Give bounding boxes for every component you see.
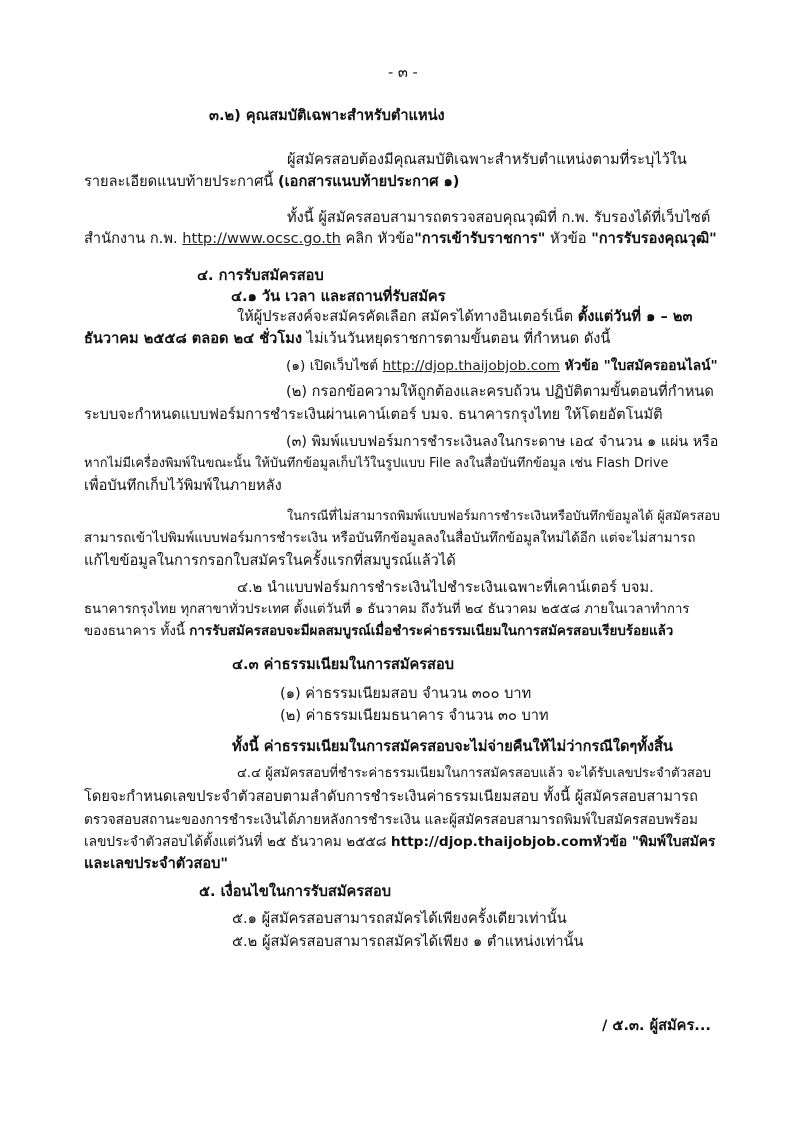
section-3-2-paragraph-line: ทั้งนี้ ผู้สมัครสอบสามารถตรวจสอบคุณวุฒิที่ ก.พ. รับรองได้ที่เว็บไซต์	[287, 209, 711, 226]
text-run: คลิก หัวข้อ	[340, 230, 415, 247]
no-refund-notice: ทั้งนี้ ค่าธรรมเนียมในการสมัครสอบจะไม่จ่ายคืนให้ไม่ว่ากรณีใดๆทั้งสิ้น	[232, 738, 673, 755]
step-3-line: เพื่อบันทึกเก็บไว้พิมพ์ในภายหลัง	[84, 477, 282, 494]
section-3-2-heading: ๓.๒) คุณสมบัติเฉพาะสำหรับตำแหน่ง	[209, 107, 445, 124]
ocsc-link[interactable]: http://www.ocsc.go.th	[182, 230, 341, 247]
section-4-3-heading: ๔.๓ ค่าธรรมเนียมในการสมัครสอบ	[232, 656, 454, 673]
section-3-2-paragraph-line	[84, 229, 717, 249]
text-run: เลขประจำตัวสอบได้ตั้งแต่วันที่ ๒๕ ธันวาคม ๒๕๕๘	[84, 834, 391, 850]
section-3-2-paragraph-line	[84, 172, 459, 192]
section-4-1-heading: ๔.๑ วัน เวลา และสถานที่รับสมัคร	[231, 288, 446, 305]
condition-item: ๕.๒ ผู้สมัครสอบสามารถสมัครได้เพียง ๑ ตำแหน่งเท่านั้น	[232, 933, 584, 950]
topic-label: "การเข้ารับราชการ"	[414, 230, 546, 247]
section-4-2-line: ๔.๒ นำแบบฟอร์มการชำระเงินไปชำระเงินเฉพาะที่เคาน์เตอร์ บจม.	[237, 579, 654, 596]
text-run: สำนักงาน ก.พ.	[84, 230, 183, 247]
step-3-line: หากไม่มีเครื่องพิมพ์ในขณะนั้น ให้บันทึกข้อมูลเก็บไว้ในรูปแบบ File ลงในสื่อบันทึกข้อมูล เช่น Flash Drive	[84, 456, 669, 471]
text-run: ให้ผู้ประสงค์จะสมัครคัดเลือก สมัครได้ทางอินเตอร์เน็ต	[237, 308, 578, 325]
text-run: (๑) เปิดเว็บไซต์	[286, 358, 383, 374]
section-4-4-line: และเลขประจำตัวสอบ"	[84, 855, 228, 872]
fee-item: (๑) ค่าธรรมเนียมสอบ จำนวน ๓๐๐ บาท	[280, 685, 532, 702]
topic-label: "การรับรองคุณวุฒิ"	[591, 230, 717, 247]
section-4-4-line: ๔.๔ ผู้สมัครสอบที่ชำระค่าธรรมเนียมในการสมัครสอบแล้ว จะได้รับเลขประจำตัวสอบ	[237, 766, 712, 781]
completion-note: การรับสมัครสอบจะมีผลสมบูรณ์เมื่อชำระค่าธรรมเนียมในการสมัครสอบเรียบร้อยแล้ว	[189, 624, 674, 639]
section-4-1-paragraph-line	[84, 329, 610, 349]
text-run: รายละเอียดแนบท้ายประกาศนี้	[84, 173, 279, 190]
section-4-4-line: ตรวจสอบสถานะของการชำระเงินได้ภายหลังการชำระเงิน และผู้สมัครสอบสามารถพิมพ์ใบสมัครสอบพร้อม	[84, 812, 698, 828]
condition-item: ๕.๑ ผู้สมัครสอบสามารถสมัครได้เพียงครั้งเดียวเท่านั้น	[232, 910, 567, 927]
step-1-line	[286, 356, 718, 376]
text-run: หัวข้อ	[545, 230, 592, 247]
attachment-reference: (เอกสารแนบท้ายประกาศ ๑)	[278, 173, 460, 190]
section-3-2-paragraph-line: ผู้สมัครสอบต้องมีคุณสมบัติเฉพาะสำหรับตำแหน่งตามที่ระบุไว้ใน	[287, 151, 687, 168]
section-4-4-line: โดยจะกำหนดเลขประจำตัวสอบตามลำดับการชำระเงินค่าธรรมเนียมสอบ ทั้งนี้ ผู้สมัครสอบสามารถ	[84, 788, 698, 805]
page-number: - ๓ -	[388, 64, 418, 81]
step-2-line: ระบบจะกำหนดแบบฟอร์มการชำระเงินผ่านเคาน์เตอร์ บมจ. ธนาคารกรุงไทย ให้โดยอัตโนมัติ	[84, 406, 663, 423]
step-3-line: (๓) พิมพ์แบบฟอร์มการชำระเงินลงในกระดาษ เอ๔ จำนวน ๑ แผ่น หรือ	[286, 434, 719, 450]
fee-item: (๒) ค่าธรรมเนียมธนาคาร จำนวน ๓๐ บาท	[280, 707, 549, 724]
section-4-heading: ๔. การรับสมัครสอบ	[197, 267, 324, 284]
note-line: สามารถเข้าไปพิมพ์แบบฟอร์มการชำระเงิน หรือบันทึกข้อมูลลงในสื่อบันทึกข้อมูลใหม่ได้อีก แต่จะไม่สามารถ	[84, 531, 696, 546]
text-run: ไม่เว้นวันหยุดราชการตามขั้นตอน ที่กำหนด ดังนี้	[301, 330, 611, 347]
section-4-4-line	[84, 832, 715, 852]
step-2-line: (๒) กรอกข้อความให้ถูกต้องและครบถ้วน ปฏิบัติตามขั้นตอนที่กำหนด	[286, 383, 714, 400]
note-line: แก้ไขข้อมูลในการกรอกใบสมัครในครั้งแรกที่สมบูรณ์แล้วได้	[84, 552, 456, 569]
section-4-1-paragraph-line	[237, 307, 692, 327]
section-5-heading: ๕. เงื่อนไขในการรับสมัครสอบ	[199, 883, 391, 900]
djop-print-link[interactable]: http://djop.thaijobjob.comหัวข้อ "พิมพ์ใบสมัคร	[390, 834, 716, 850]
date-range: ตั้งแต่วันที่ ๑ – ๒๓	[577, 308, 693, 325]
topic-label: หัวข้อ "ใบสมัครออนไลน์"	[559, 358, 718, 374]
continuation-marker: / ๕.๓. ผู้สมัคร...	[602, 1017, 711, 1034]
note-line: ในกรณีที่ไม่สามารถพิมพ์แบบฟอร์มการชำระเงินหรือบันทึกข้อมูลได้ ผู้สมัครสอบ	[287, 509, 721, 524]
djop-link[interactable]: http://djop.thaijobjob.com	[382, 358, 560, 374]
section-4-2-line: ธนาคารกรุงไทย ทุกสาขาทั่วประเทศ ตั้งแต่วันที่ ๑ ธันวาคม ถึงวันที่ ๒๔ ธันวาคม ๒๕๕๘ ภายในเวลาทำการ	[84, 602, 690, 617]
text-run: ของธนาคาร ทั้งนี้	[84, 624, 190, 639]
date-range: ธันวาคม ๒๕๕๘ ตลอด ๒๔ ชั่วโมง	[84, 330, 302, 347]
section-4-2-line	[84, 622, 673, 642]
